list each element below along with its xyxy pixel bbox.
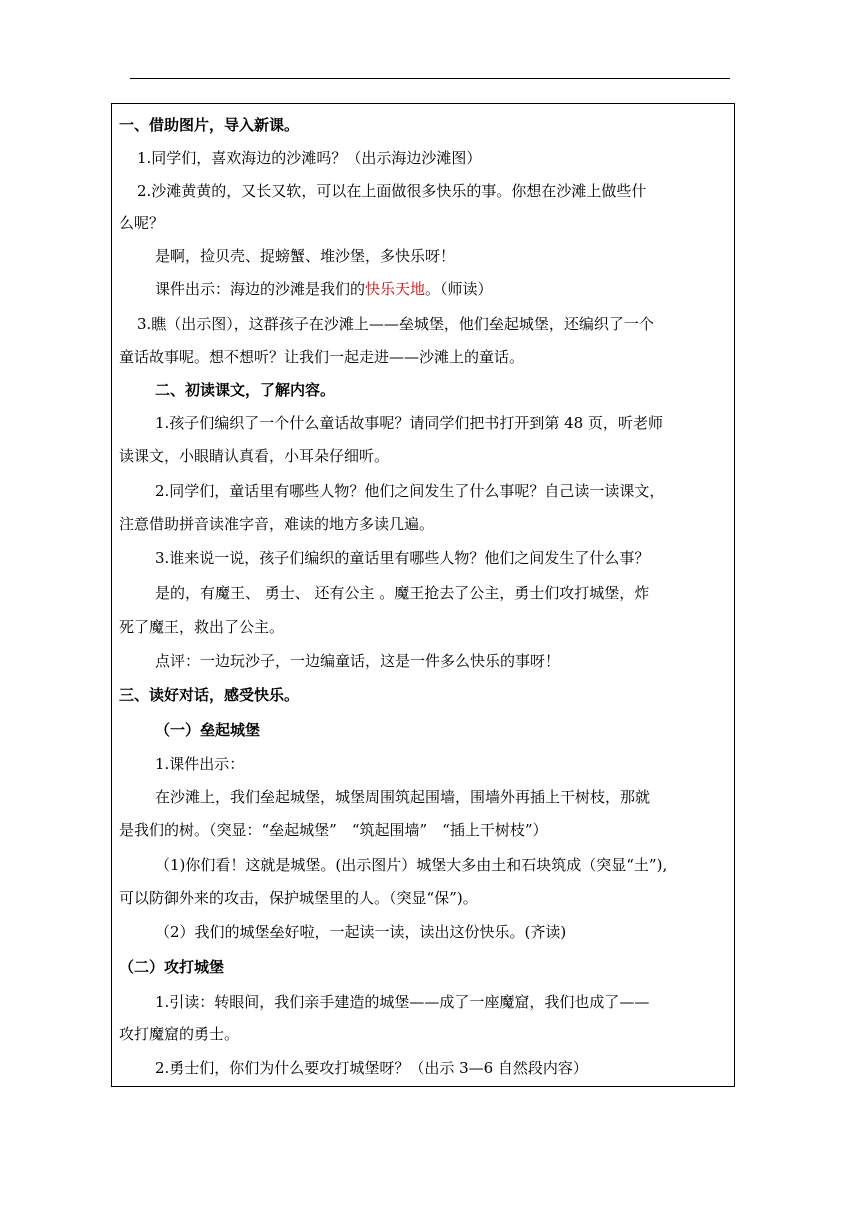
paragraph-line: （1)你们看！这就是城堡。(出示图片）城堡大多由土和石块筑成（突显“土”), [155,856,668,874]
paragraph-line: 2.勇士们，你们为什么要攻打城堡呀？（出示 3—6 自然段内容） [155,1059,588,1077]
paragraph-line: 在沙滩上，我们垒起城堡，城堡周围筑起围墙，围墙外再插上干树枝，那就 [155,788,651,806]
paragraph-line: 3.瞧（出示图），这群孩子在沙滩上——垒城堡，他们垒起城堡，还编织了一个 [137,315,654,333]
paragraph-line: 2.同学们，童话里有哪些人物？他们之间发生了什么事呢？自己读一读课文， [155,482,665,500]
subsection-heading-1: （一）垒起城堡 [155,721,261,739]
paragraph-line: 攻打魔窟的勇士。 [119,1025,240,1043]
paragraph-line: 读课文，小眼睛认真看，小耳朵仔细听。 [119,447,390,465]
paragraph-line: 是的，有魔王、 勇士、 还有公主 。魔王抢去了公主，勇士们攻打城堡，炸 [155,584,650,602]
paragraph-line: 童话故事呢。想不想听？让我们一起走进——沙滩上的童话。 [119,348,525,366]
paragraph-line: 2.沙滩黄黄的，又长又软，可以在上面做很多快乐的事。你想在沙滩上做些什 [137,182,647,200]
section-heading-3: 三、读好对话，感受快乐。 [119,686,300,704]
paragraph-line: 是啊，捡贝壳、捉螃蟹、堆沙堡，多快乐呀！ [155,247,456,265]
paragraph-line: 3.谁来说一说，孩子们编织的童话里有哪些人物？他们之间发生了什么事？ [155,549,650,567]
paragraph-line: 1.引读：转眼间，我们亲手建造的城堡——成了一座魔窟，我们也成了—— [155,993,650,1011]
highlight-text: 快乐天地 [365,280,426,298]
section-heading-1: 一、借助图片，导入新课。 [119,116,300,134]
paragraph-line: 1.孩子们编织了一个什么童话故事呢？请同学们把书打开到第 48 页，听老师 [155,414,663,432]
paragraph-line: 是我们的树。（突显：“垒起城堡” “筑起围墙” “插上干树枝”） [119,821,548,839]
paragraph-line: 注意借助拼音读准字音，难读的地方多读几遍。 [119,515,435,533]
paragraph-line: 1.课件出示： [155,755,245,773]
paragraph-line: 课件出示：海边的沙滩是我们的快乐天地。（师读） [155,280,493,298]
subsection-heading-2: （二）攻打城堡 [119,958,225,976]
paragraph-line: 么呢？ [119,214,165,232]
paragraph-line: 死了魔王，救出了公主。 [119,618,285,636]
section-heading-2: 二、初读课文，了解内容。 [155,381,336,399]
paragraph-line: 1.同学们，喜欢海边的沙滩吗？（出示海边沙滩图） [137,149,482,167]
paragraph-line: （2）我们的城堡垒好啦，一起读一读，读出这份快乐。(齐读) [155,923,567,941]
header-rule [130,78,730,79]
paragraph-line: 点评：一边玩沙子，一边编童话，这是一件多么快乐的事呀！ [155,652,561,670]
paragraph-line: 可以防御外来的攻击，保护城堡里的人。（突显“保”)。 [119,889,478,907]
